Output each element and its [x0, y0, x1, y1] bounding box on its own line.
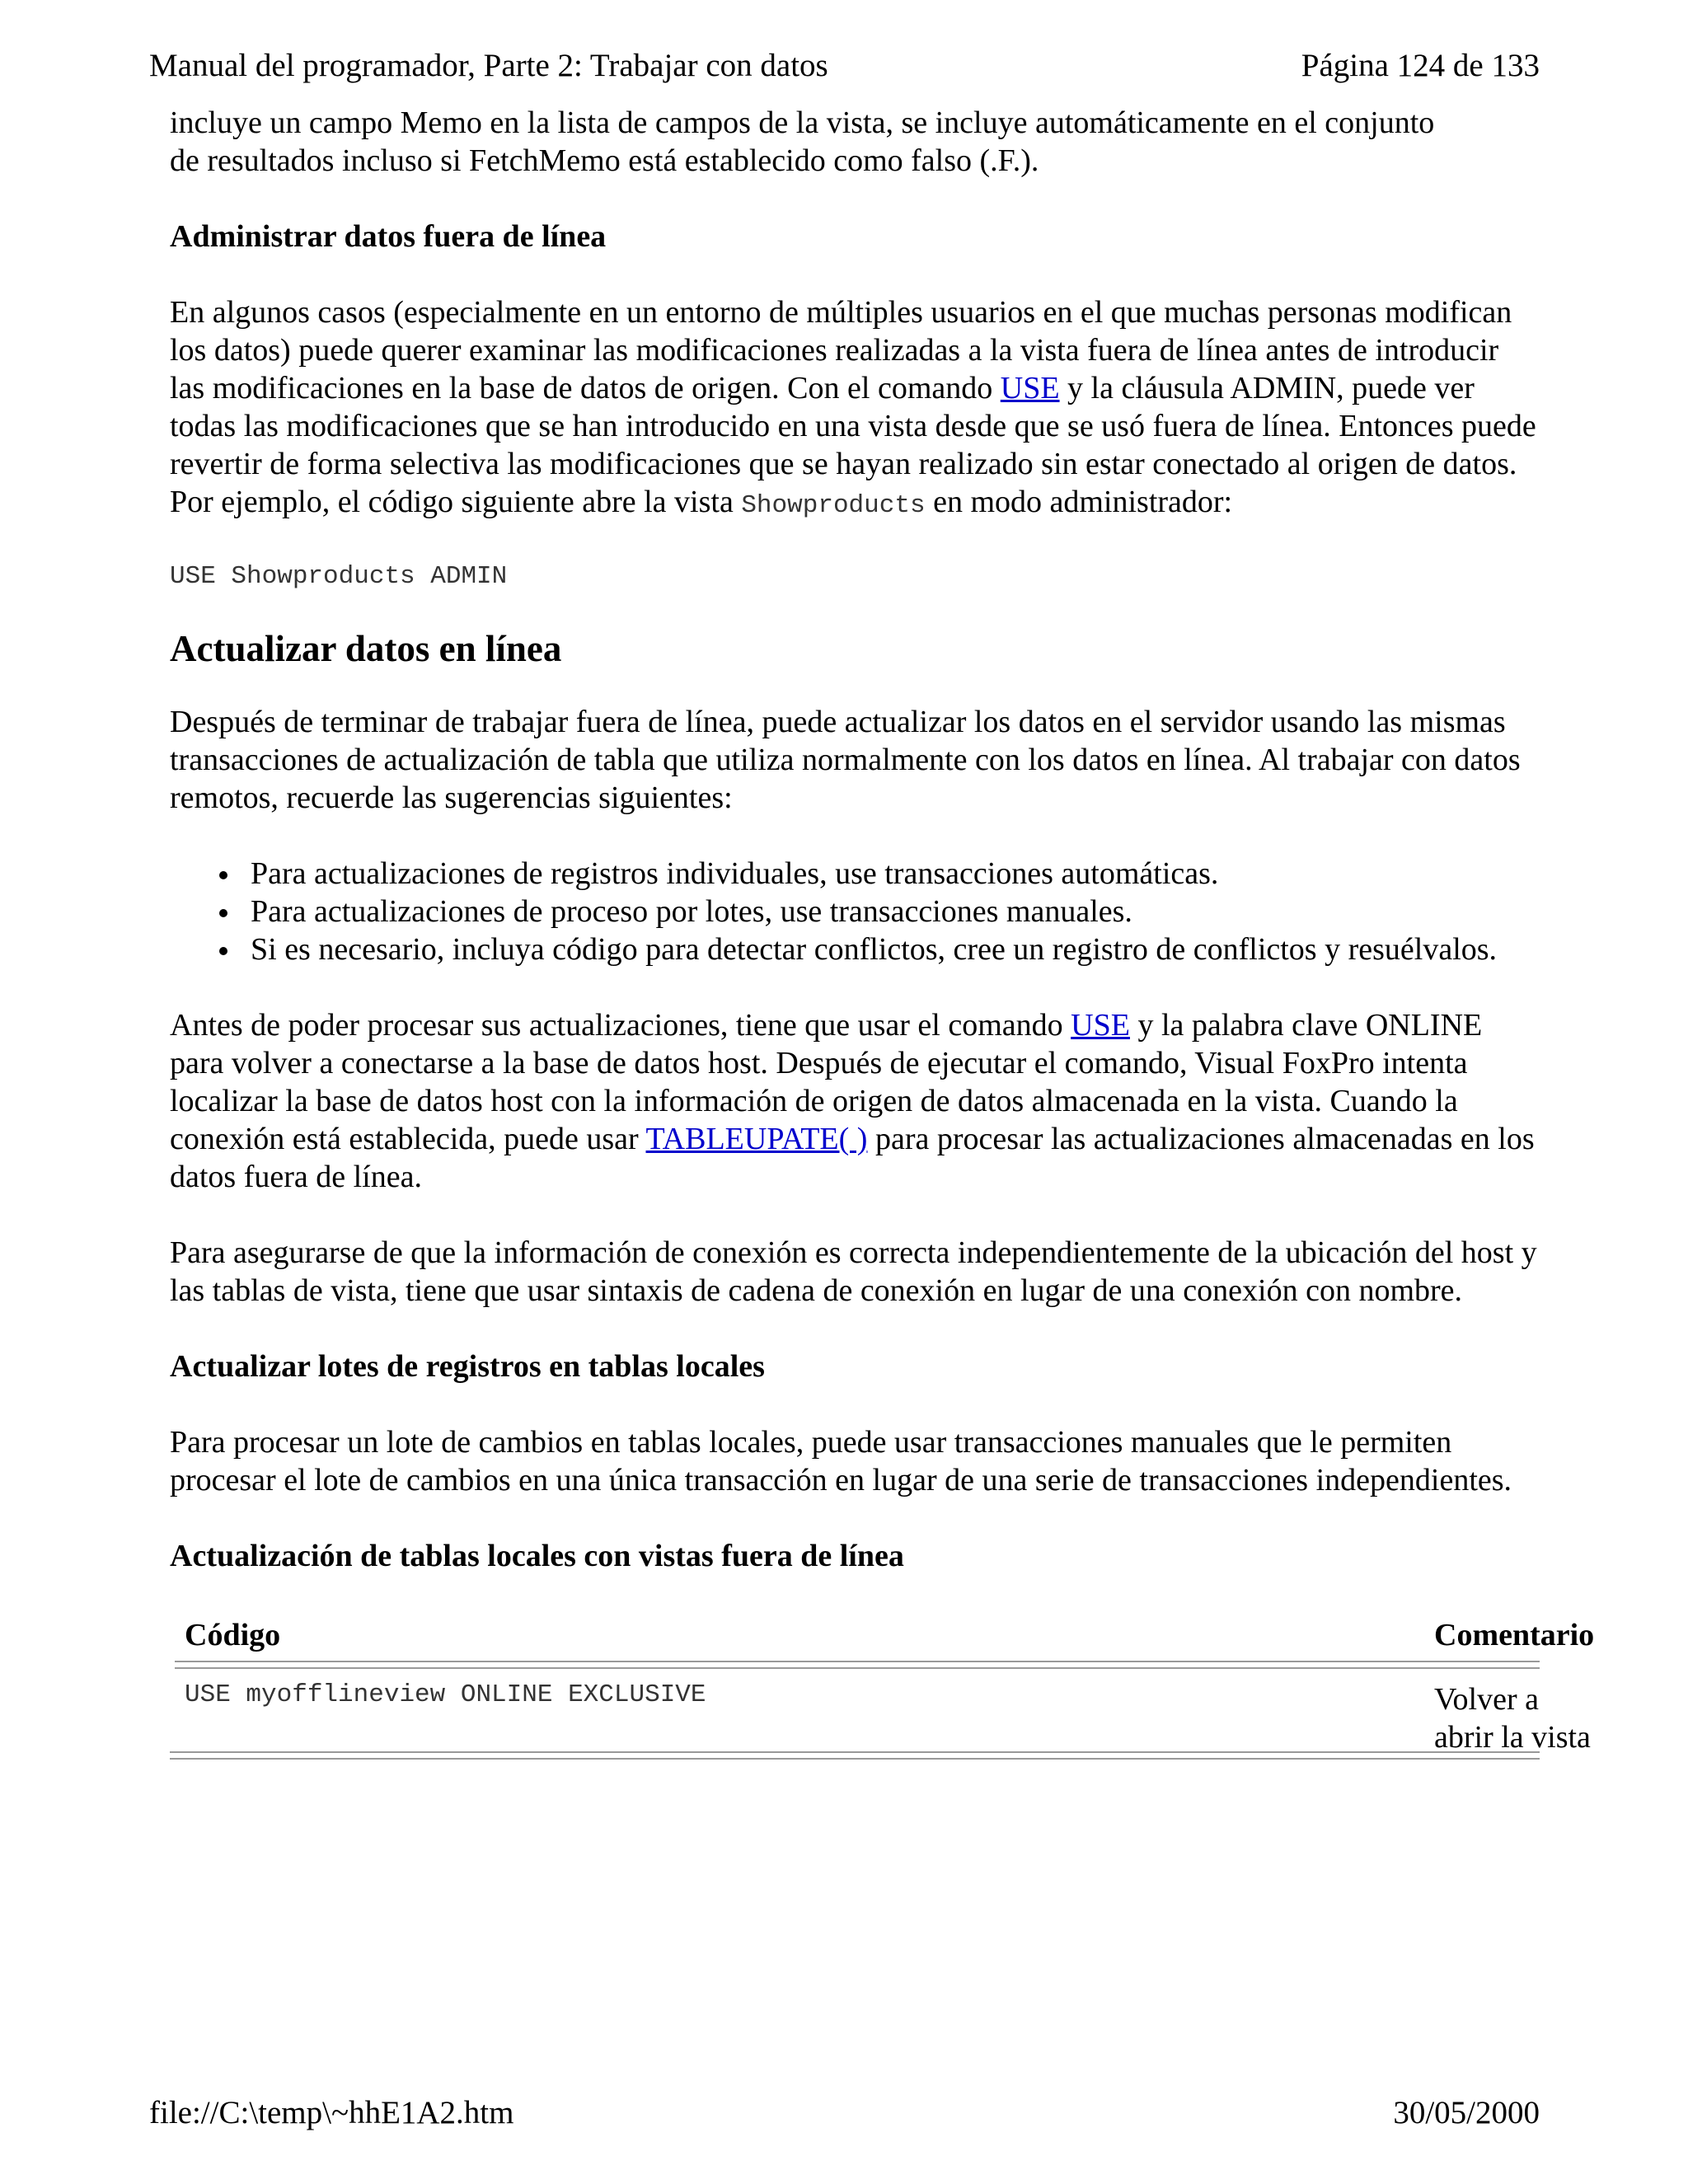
header-title: Manual del programador, Parte 2: Trabajar con datos [149, 48, 828, 83]
batch-paragraph: Para procesar un lote de cambios en tablas locales, puede usar transacciones manuales que le permiten procesar el lote de cambios en una única transacción en lugar de una serie de transacciones independientes. [170, 1425, 1512, 1497]
header-page-number: Página 124 de 133 [1301, 48, 1540, 83]
table-bottom-border [170, 1751, 1540, 1760]
col-header-comment: Comentario [1434, 1618, 1595, 1652]
clipped-text-line: incluye un campo Memo en la lista de campos de la vista, se incluye automáticamente en el conjunto [170, 105, 1435, 140]
table-row [170, 1669, 1591, 1755]
table-header-row [170, 1613, 1595, 1661]
code-table [170, 1613, 1595, 1760]
code-cell: USE myofflineview ONLINE EXCLUSIVE [185, 1680, 706, 1709]
tips-list [170, 855, 1538, 968]
list-item: Si es necesario, incluya código para detectar conflictos, cree un registro de conflictos y resuélvalos. [251, 930, 1538, 968]
online-paragraph-1: Después de terminar de trabajar fuera de línea, puede actualizar los datos en el servidor usando las mismas transacciones de actualización de tabla que utiliza normalmente con los datos en línea. Al trabajar con datos remotos, recuerde las sugerencias siguientes: [170, 705, 1521, 815]
intro-line: de resultados incluso si FetchMemo está establecido como falso (.F.). [170, 143, 1039, 178]
comment-cell: Volver a abrir la vista [1434, 1682, 1591, 1755]
use-link-2[interactable]: USE [1071, 1008, 1130, 1043]
tableupdate-link[interactable]: TABLEUPATE( ) [645, 1122, 868, 1156]
use-link[interactable]: USE [1000, 371, 1060, 405]
document-body [170, 105, 1595, 1760]
heading-offline-admin: Administrar datos fuera de línea [170, 219, 607, 254]
list-item: Para actualizaciones de proceso por lotes, use transacciones manuales. [251, 893, 1538, 930]
list-item: Para actualizaciones de registros individuales, use transacciones automáticas. [251, 855, 1538, 893]
code-use-admin: USE Showproducts ADMIN [170, 562, 508, 591]
col-header-code: Código [185, 1618, 281, 1652]
heading-batch-update: Actualizar lotes de registros en tablas locales [170, 1349, 765, 1384]
footer-date: 30/05/2000 [1393, 2095, 1540, 2130]
online-paragraph-2: Antes de poder procesar sus actualizaciones, tiene que usar el comando USE y la palabra clave ONLINE para volver a conectarse a la base de datos host. Después de ejecutar el comando, Visual FoxPro intenta localizar la base de datos host con la información de origen de datos almacenada en la vista. Cuando la conexión está establecida, puede usar TABLEUPATE( ) para procesar las actualizaciones almacenadas en los datos fuera de línea. [170, 1008, 1535, 1194]
inline-code-showproducts: Showproducts [741, 491, 926, 520]
footer-file-path: file://C:\temp\~hhE1A2.htm [149, 2095, 514, 2130]
heading-local-tables: Actualización de tablas locales con vistas fuera de línea [170, 1539, 904, 1573]
header-divider [175, 1661, 1540, 1669]
heading-update-online: Actualizar datos en línea [170, 628, 562, 669]
online-paragraph-3: Para asegurarse de que la información de conexión es correcta independientemente de la ubicación del host y las tablas de vista, tiene que usar sintaxis de cadena de conexión en lugar de una conexión con nombre. [170, 1235, 1537, 1308]
offline-paragraph: En algunos casos (especialmente en un entorno de múltiples usuarios en el que muchas personas modifican los datos) puede querer examinar las modificaciones realizadas a la vista fuera de línea antes de introducir las modificaciones en la base de datos de origen. Con el comando USE y la cláusula ADMIN, puede ver todas las modificaciones que se han introducido en una vista desde que se usó fuera de línea. Entonces puede revertir de forma selectiva las modificaciones que se hayan realizado sin estar conectado al origen de datos. Por ejemplo, el código siguiente abre la vista Showproducts en modo administrador: [170, 295, 1536, 520]
